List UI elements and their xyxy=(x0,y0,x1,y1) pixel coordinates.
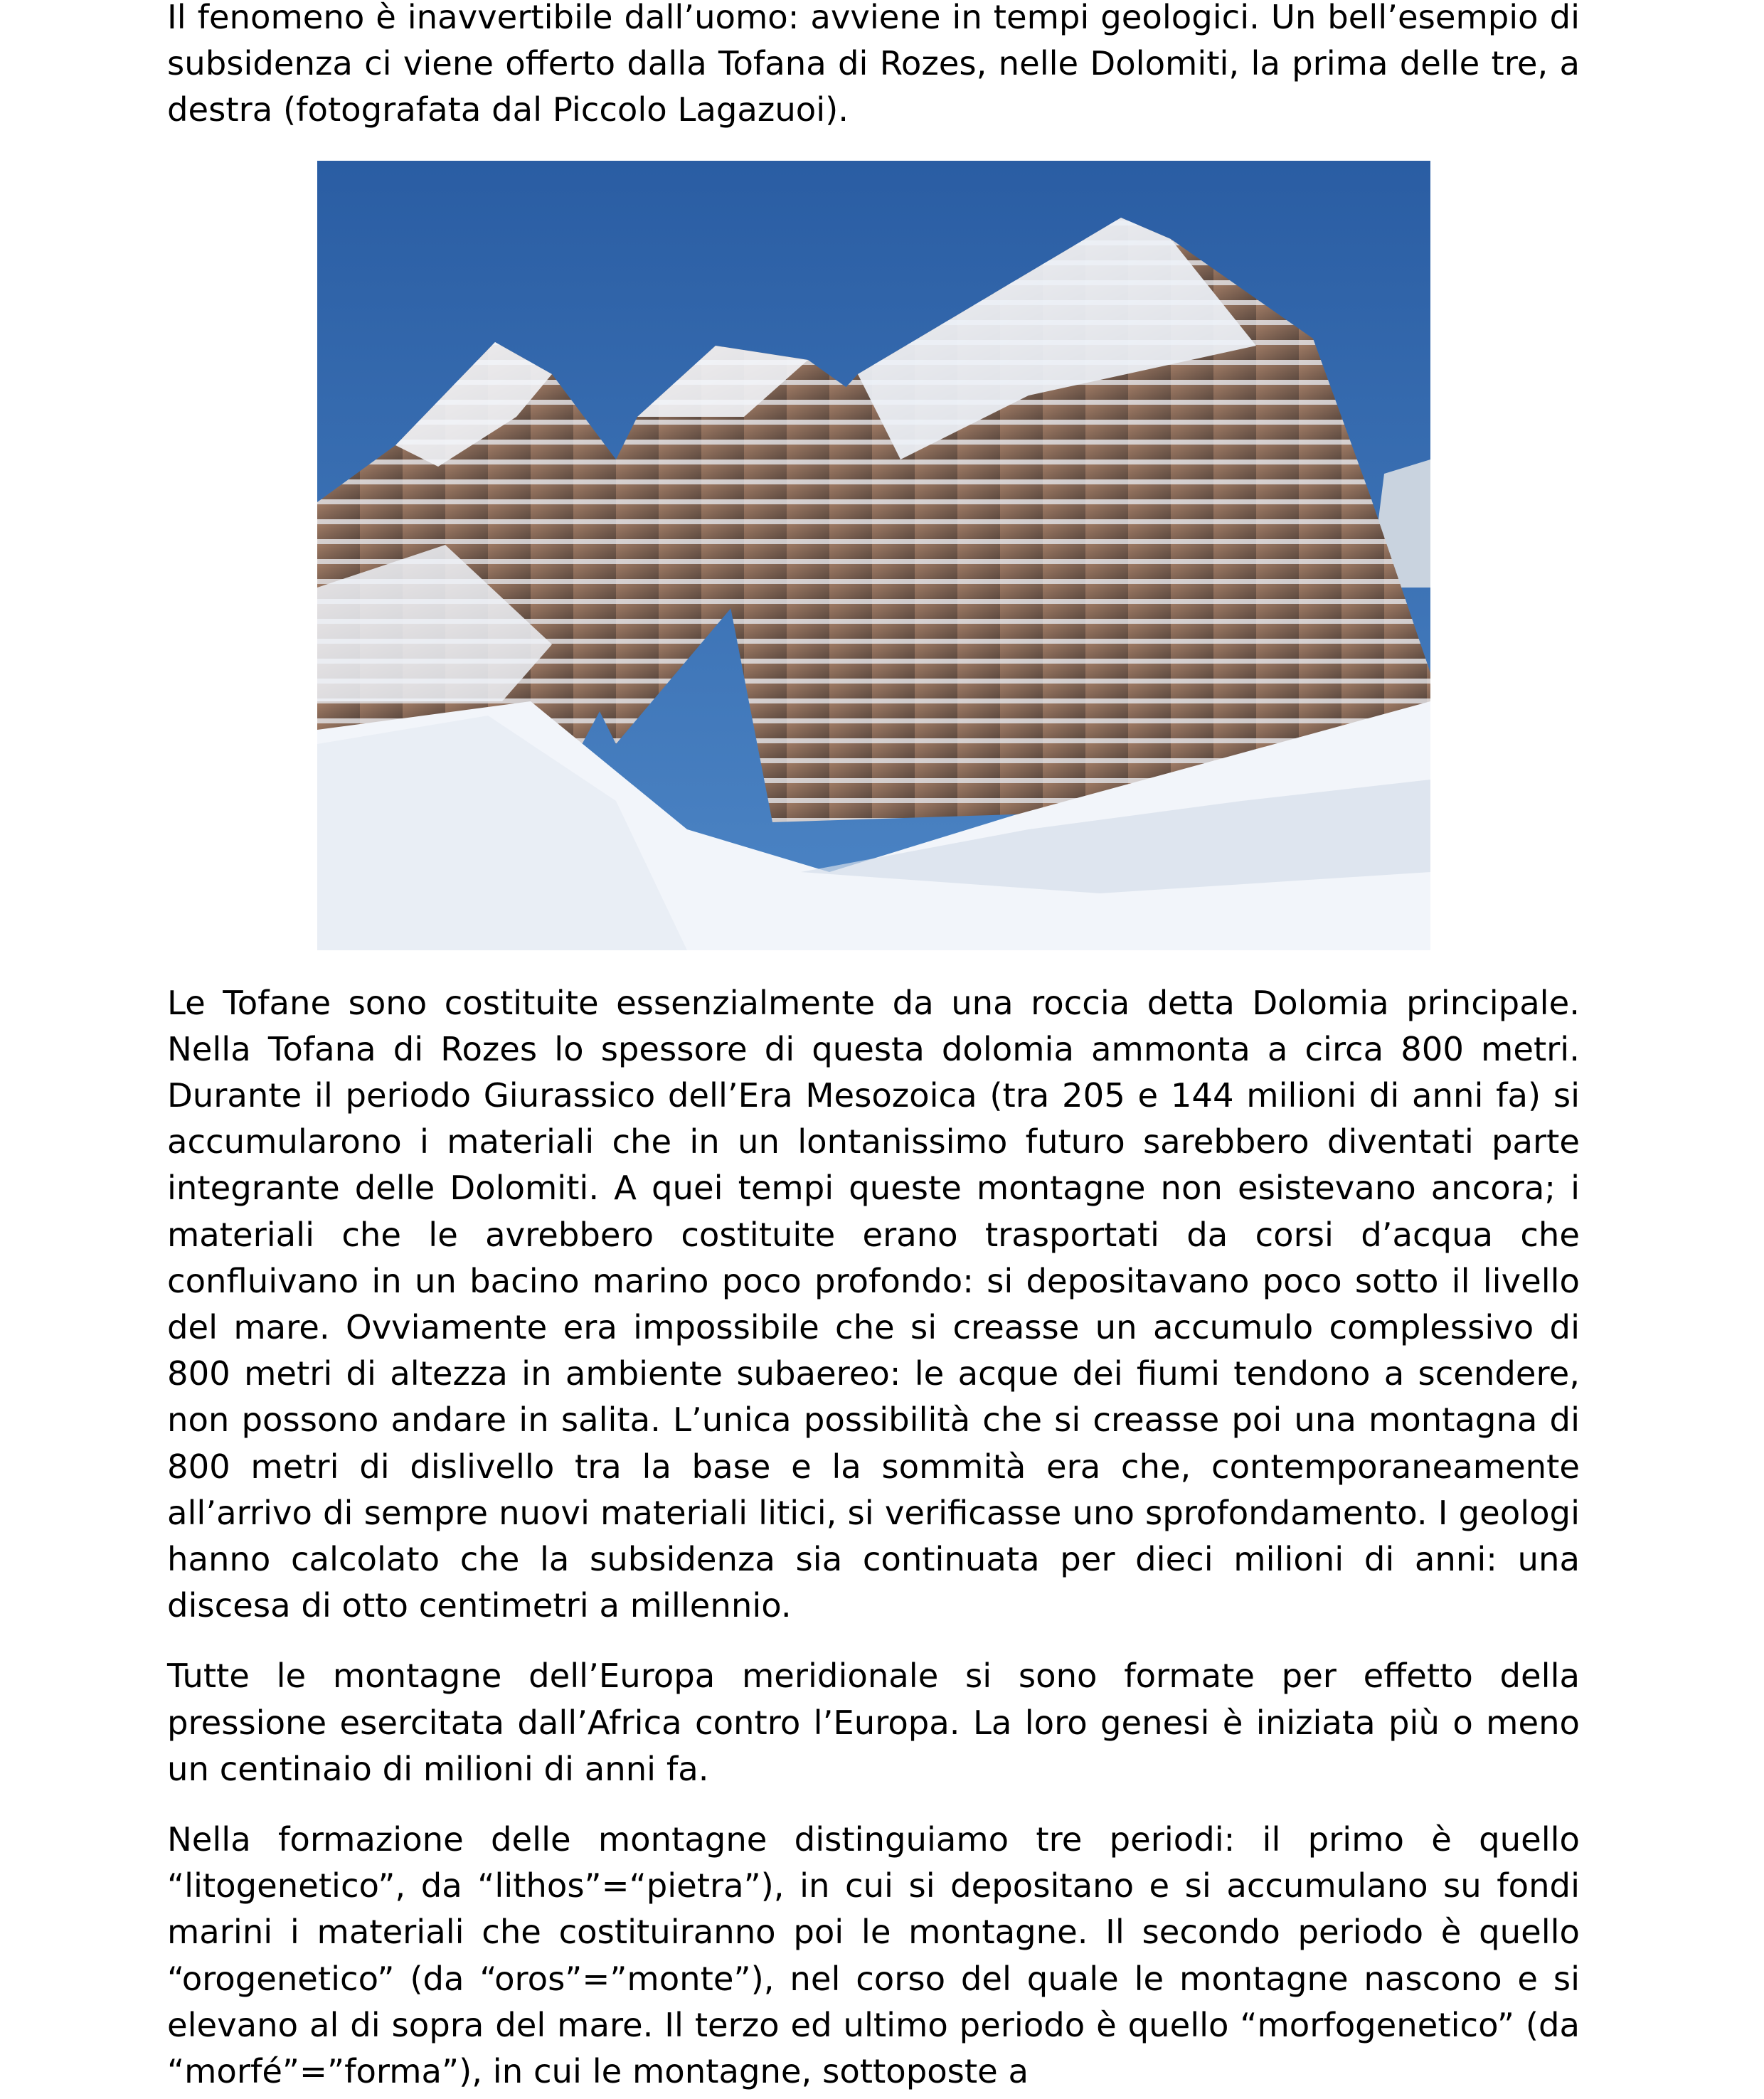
paragraph-intro: Il fenomeno è inavvertibile dall’uomo: avviene in tempi geologici. Un bell’esempio di subsidenza ci viene offerto dalla Tofana di Rozes, nelle Dolomiti, la prima delle tre, a destra (fotografata dal Piccolo Lagazuoi). xyxy=(167,0,1580,129)
paragraph-periods: Nella formazione delle montagne distinguiamo tre periodi: il primo è quello “litogenetico”, da “lithos”=“pietra”), in cui si depositano e si accumulano su fondi marini i materiali che costituiranno poi le montagne. Il secondo periodo è quello “orogenetico” (da “oros”=”monte”), nel corso del quale le montagne nascono e si elevano al di sopra del mare. Il terzo ed ultimo periodo è quello “morfogenetico” (da “morfé”=”forma”), in cui le montagne, sottoposte a xyxy=(167,1820,1580,2091)
mountain-photo-illustration xyxy=(317,161,1430,950)
tofane-photo xyxy=(317,161,1430,950)
paragraph-tofane: Le Tofane sono costituite essenzialmente da una roccia detta Dolomia principale. Nella Tofana di Rozes lo spessore di questa dolomia ammonta a circa 800 metri. Durante il periodo Giurassico dell’Era Mesozoica (tra 205 e 144 milioni di anni fa) si accumularono i materiali che in un lontanissimo futuro sarebbero diventati parte integrante delle Dolomiti. A quei tempi queste montagne non esistevano ancora; i materiali che le avrebbero costituite erano trasportati da corsi d’acqua che confluivano in un bacino marino poco profondo: si depositavano poco sotto il livello del mare. Ovviamente era impossibile che si creasse un accumulo complessivo di 800 metri di altezza in ambiente subaereo: le acque dei fiumi tendono a scendere, non possono andare in salita. L’unica possibilità che si creasse poi una montagna di 800 metri di dislivello tra la base e la sommità era che, contemporaneamente all’arrivo di sempre nuovi materiali litici, si verificasse uno sprofondamento. I geologi hanno calcolato che la subsidenza sia continuata per dieci milioni di anni: una discesa di otto centimetri a millennio. xyxy=(167,983,1580,1625)
figure xyxy=(167,161,1580,950)
paragraph-europe: Tutte le montagne dell’Europa meridionale si sono formate per effetto della pressione esercitata dall’Africa contro l’Europa. La loro genesi è iniziata più o meno un centinaio di milioni di anni fa. xyxy=(167,1657,1580,1788)
document-page xyxy=(167,0,1580,2095)
